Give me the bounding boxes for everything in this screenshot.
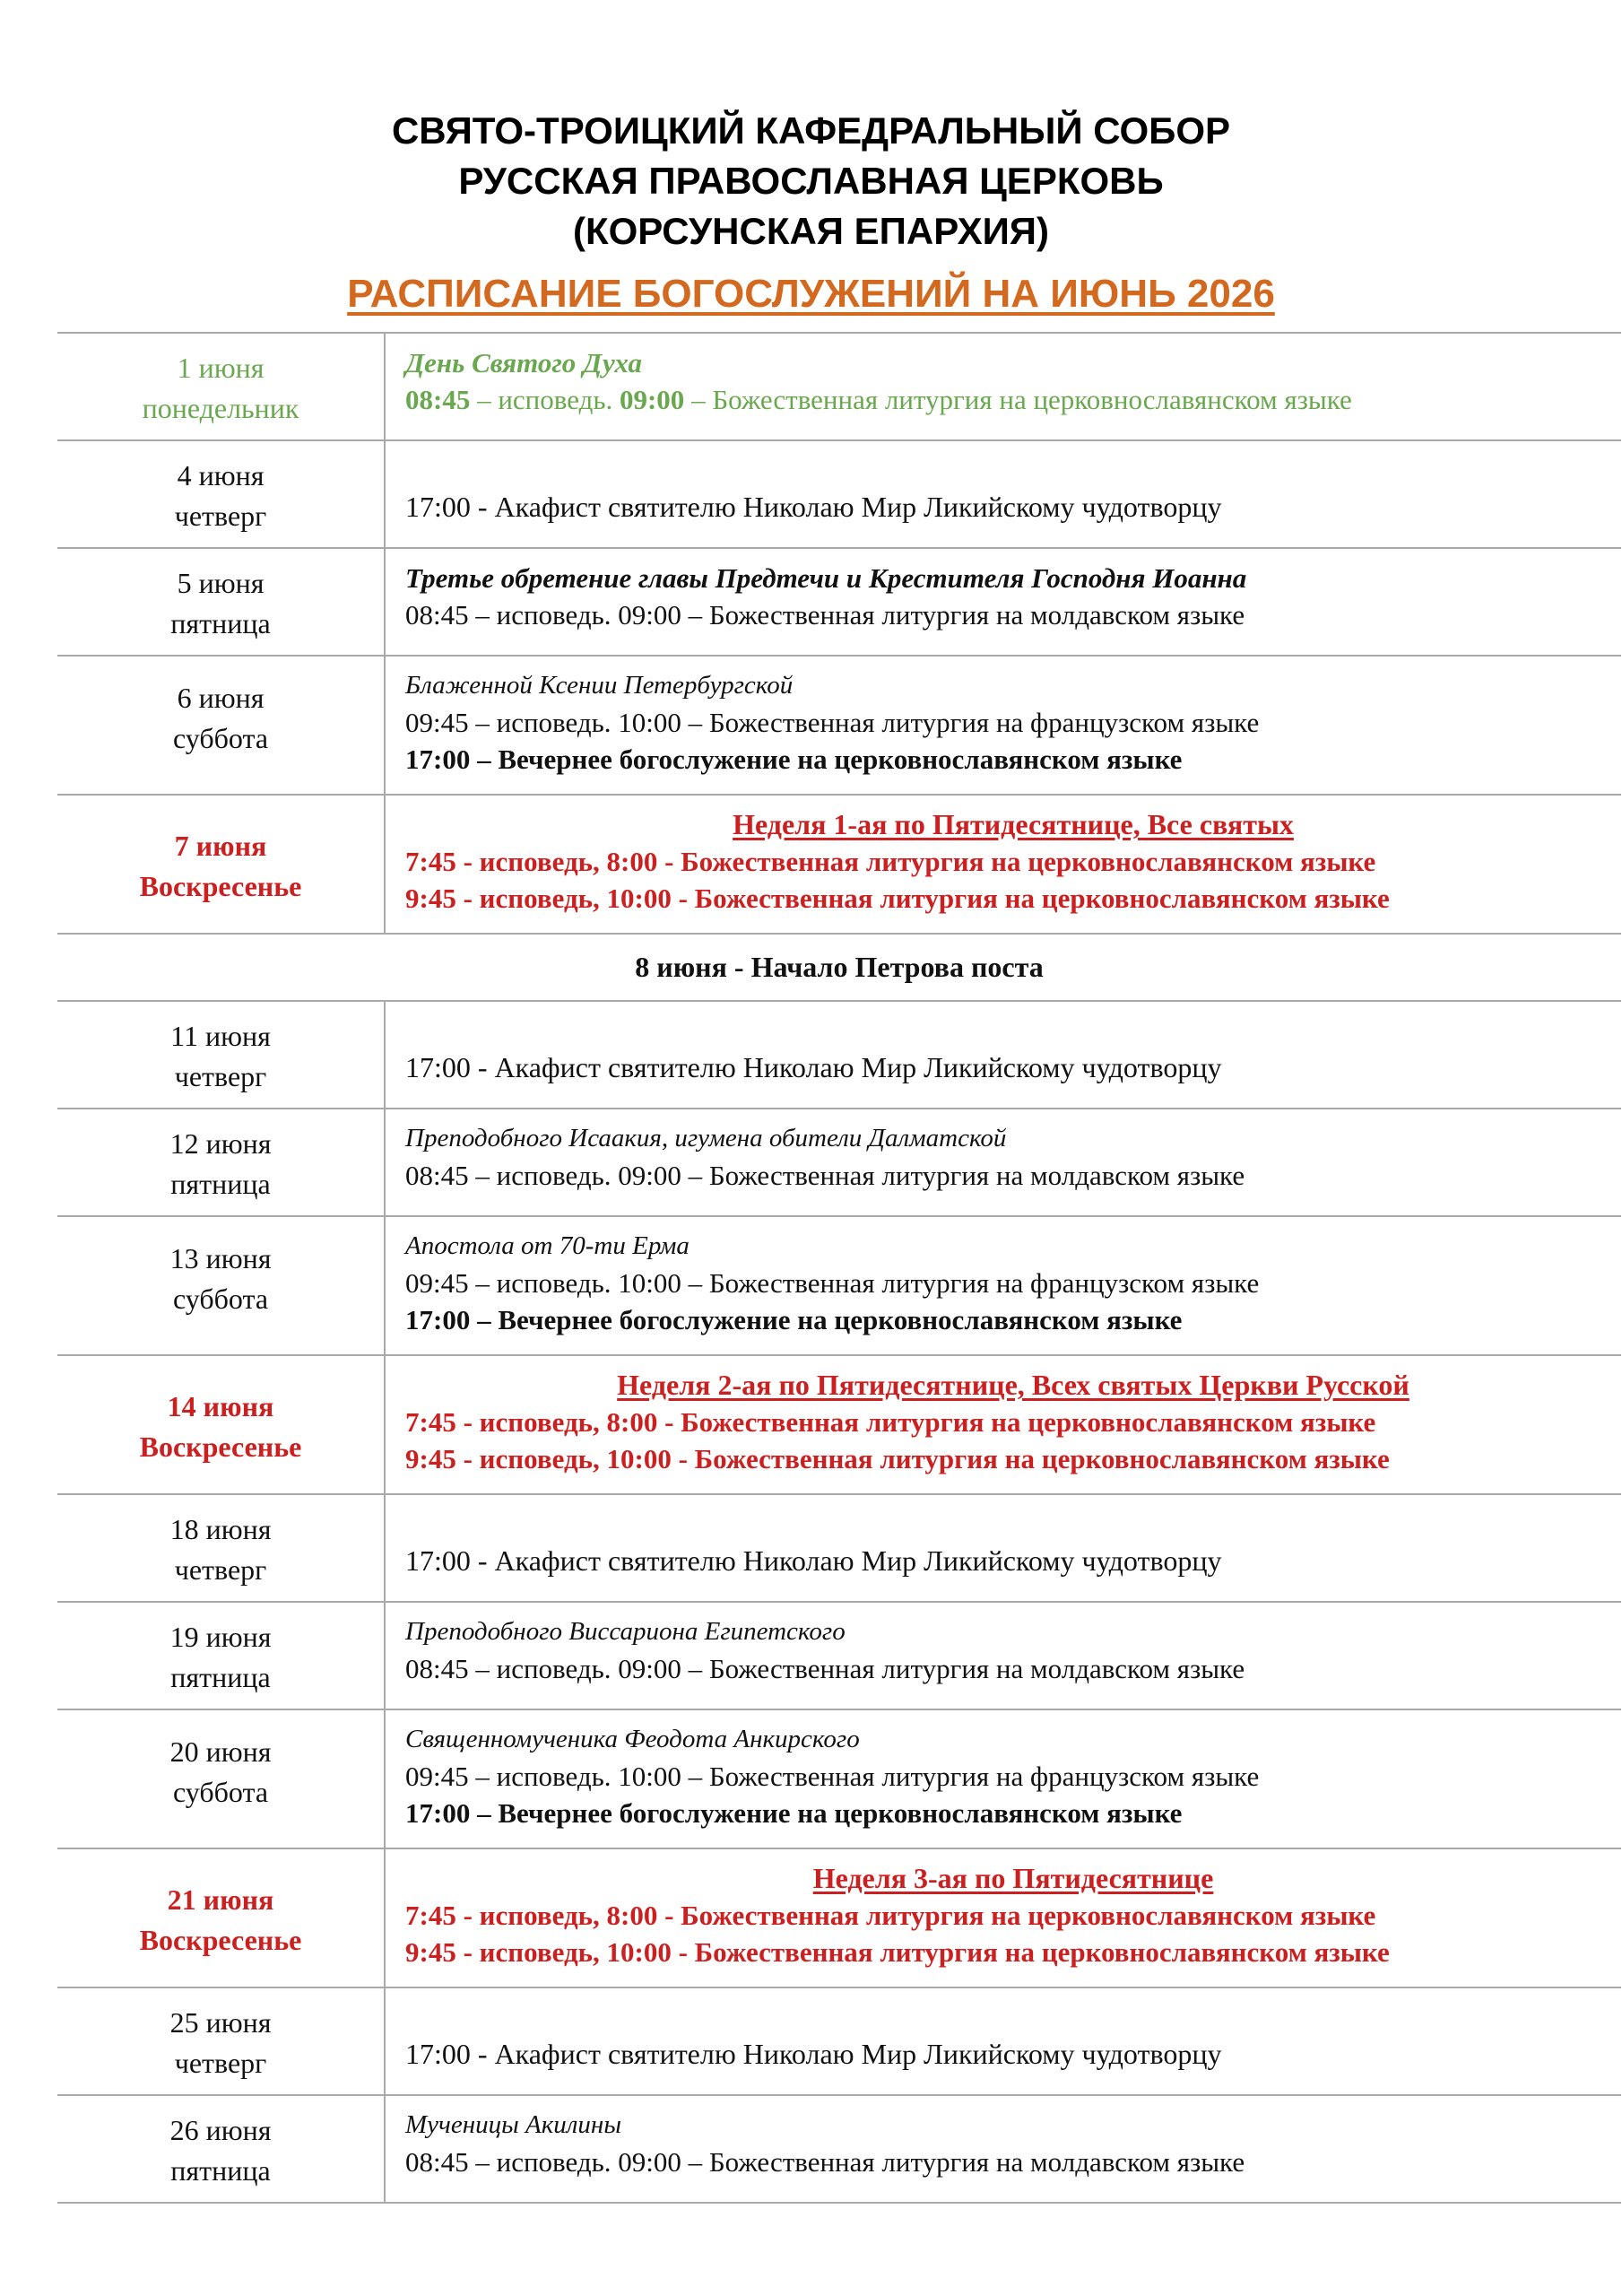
date: 4 июня (177, 459, 265, 491)
service-cell (385, 795, 1621, 934)
date-cell (57, 548, 385, 656)
date-cell (57, 1709, 385, 1848)
table-row (57, 1001, 1621, 1109)
feast-name: День Святого Духа (405, 347, 642, 378)
date: 12 июня (169, 1127, 272, 1160)
weekday: четверг (174, 1553, 267, 1586)
fast-notice: 8 июня - Начало Петрова поста (57, 934, 1621, 1001)
service-line: 9:45 - исповедь, 10:00 - Божественная литургия на церковнославянском языке (405, 883, 1390, 914)
service-line: 7:45 - исповедь, 8:00 - Божественная литургия на церковнославянском языке (405, 846, 1376, 877)
service-line: 17:00 - Акафист святителю Николаю Мир Ликийскому чудотворцу (405, 491, 1222, 523)
date: 18 июня (169, 1513, 272, 1545)
service-line: 08:45 – исповедь. 09:00 – Божественная литургия на молдавском языке (405, 1160, 1245, 1191)
weekday: пятница (170, 607, 271, 639)
date: 25 июня (169, 2006, 272, 2039)
date-cell (57, 333, 385, 440)
date-cell (57, 1494, 385, 1602)
date: 6 июня (177, 682, 265, 714)
table-row (57, 934, 1621, 1001)
service-line: 08:45 – исповедь. 09:00 – Божественная литургия на молдавском языке (405, 2146, 1245, 2178)
date: 14 июня (167, 1390, 274, 1422)
table-row (57, 1848, 1621, 1987)
date-cell (57, 2095, 385, 2203)
service-cell (385, 1709, 1621, 1848)
service-cell (385, 1216, 1621, 1355)
feast-name: Преподобного Исаакия, игумена обители Далматской (405, 1124, 1007, 1152)
table-row (57, 1494, 1621, 1602)
service-line: 08:45 – исповедь. 09:00 – Божественная литургия на молдавском языке (405, 599, 1245, 631)
weekday: четверг (174, 1060, 267, 1092)
date: 19 июня (169, 1621, 272, 1653)
document-header (0, 106, 1622, 257)
service-line: 08:45 – исповедь. 09:00 – Божественная литургия на молдавском языке (405, 1653, 1245, 1684)
service-line: 17:00 - Акафист святителю Николаю Мир Ликийскому чудотворцу (405, 1051, 1222, 1083)
date: 5 июня (177, 567, 265, 599)
weekday: понедельник (142, 392, 299, 424)
date: 7 июня (174, 830, 267, 862)
service-line: 09:45 – исповедь. 10:00 – Божественная литургия на французском языке (405, 707, 1260, 738)
date: 26 июня (169, 2114, 272, 2146)
service-cell (385, 1001, 1621, 1109)
table-row (57, 1216, 1621, 1355)
feast-name: Преподобного Виссариона Египетского (405, 1617, 846, 1646)
service-line: 17:00 – Вечернее богослужение на церковнославянском языке (405, 744, 1183, 775)
weekday: пятница (170, 2154, 271, 2187)
schedule-table (57, 332, 1621, 2204)
service-line: 09:45 – исповедь. 10:00 – Божественная литургия на французском языке (405, 1267, 1260, 1299)
date-cell (57, 1602, 385, 1709)
weekday: пятница (170, 1168, 271, 1200)
date-cell (57, 440, 385, 548)
service-cell (385, 333, 1621, 440)
service-cell (385, 1494, 1621, 1602)
date: 21 июня (167, 1883, 274, 1916)
table-row (57, 548, 1621, 656)
service-cell (385, 2095, 1621, 2203)
service-cell (385, 1602, 1621, 1709)
date-cell (57, 1848, 385, 1987)
service-cell (385, 1355, 1621, 1494)
schedule-title: РАСПИСАНИЕ БОГОСЛУЖЕНИЙ НА ИЮНЬ 2026 (347, 272, 1275, 316)
date-cell (57, 656, 385, 795)
feast-name: Неделя 2-ая по Пятидесятнице, Всех святых Церкви Русской (617, 1369, 1409, 1401)
service-cell (385, 440, 1621, 548)
feast-name: Апостола от 70-ти Ерма (405, 1231, 690, 1260)
date-cell (57, 1355, 385, 1494)
service-line: 17:00 - Акафист святителю Николаю Мир Ликийскому чудотворцу (405, 2038, 1222, 2070)
table-row (57, 2095, 1621, 2203)
service-line: 09:45 – исповедь. 10:00 – Божественная литургия на французском языке (405, 1761, 1260, 1792)
weekday: Воскресенье (139, 870, 302, 902)
feast-name: Неделя 3-ая по Пятидесятнице (812, 1862, 1214, 1894)
date-cell (57, 1109, 385, 1216)
weekday: суббота (172, 722, 269, 754)
date-cell (57, 1216, 385, 1355)
feast-name: Мученицы Акилины (405, 2110, 621, 2139)
weekday: пятница (170, 1661, 271, 1693)
table-row (57, 1602, 1621, 1709)
diocese-title: (КОРСУНСКАЯ ЕПАРХИЯ) (573, 210, 1049, 252)
weekday: Воскресенье (139, 1431, 302, 1463)
service-cell (385, 1848, 1621, 1987)
date: 11 июня (170, 1020, 271, 1052)
service-cell (385, 1109, 1621, 1216)
feast-name: Священномученика Феодота Анкирского (405, 1725, 860, 1753)
feast-name: Неделя 1-ая по Пятидесятнице, Все святых (733, 808, 1294, 840)
weekday: суббота (172, 1283, 269, 1315)
service-cell (385, 656, 1621, 795)
table-row (57, 440, 1621, 548)
service-line: 7:45 - исповедь, 8:00 - Божественная литургия на церковнославянском языке (405, 1406, 1376, 1438)
service-cell (385, 548, 1621, 656)
service-line: 17:00 - Акафист святителю Николаю Мир Ликийскому чудотворцу (405, 1544, 1222, 1577)
table-row (57, 1109, 1621, 1216)
table-row (57, 1355, 1621, 1494)
weekday: суббота (172, 1776, 269, 1808)
service-cell (385, 1987, 1621, 2095)
table-row (57, 795, 1621, 934)
date: 13 июня (169, 1242, 272, 1274)
service-line: 17:00 – Вечернее богослужение на церковнославянском языке (405, 1797, 1183, 1829)
table-row (57, 333, 1621, 440)
service-line: 7:45 - исповедь, 8:00 - Божественная литургия на церковнославянском языке (405, 1900, 1376, 1931)
date-cell (57, 795, 385, 934)
feast-name: Третье обретение главы Предтечи и Крестителя Господня Иоанна (405, 562, 1247, 594)
feast-name: Блаженной Ксении Петербургской (405, 671, 794, 700)
date: 1 июня (177, 352, 265, 384)
weekday: четверг (174, 2047, 267, 2079)
weekday: Воскресенье (139, 1924, 302, 1956)
service-line: 08:45 – исповедь. 09:00 – Божественная литургия на церковнославянском языке (405, 384, 1352, 415)
service-line: 17:00 – Вечернее богослужение на церковнославянском языке (405, 1304, 1183, 1335)
date-cell (57, 1987, 385, 2095)
table-row (57, 1987, 1621, 2095)
cathedral-title: СВЯТО-ТРОИЦКИЙ КАФЕДРАЛЬНЫЙ СОБОР (391, 109, 1231, 152)
weekday: четверг (174, 500, 267, 532)
service-line: 9:45 - исповедь, 10:00 - Божественная литургия на церковнославянском языке (405, 1443, 1390, 1474)
church-title: РУССКАЯ ПРАВОСЛАВНАЯ ЦЕРКОВЬ (458, 160, 1164, 202)
table-row (57, 1709, 1621, 1848)
table-row (57, 656, 1621, 795)
date-cell (57, 1001, 385, 1109)
date: 20 июня (169, 1735, 272, 1768)
service-line: 9:45 - исповедь, 10:00 - Божественная литургия на церковнославянском языке (405, 1936, 1390, 1968)
